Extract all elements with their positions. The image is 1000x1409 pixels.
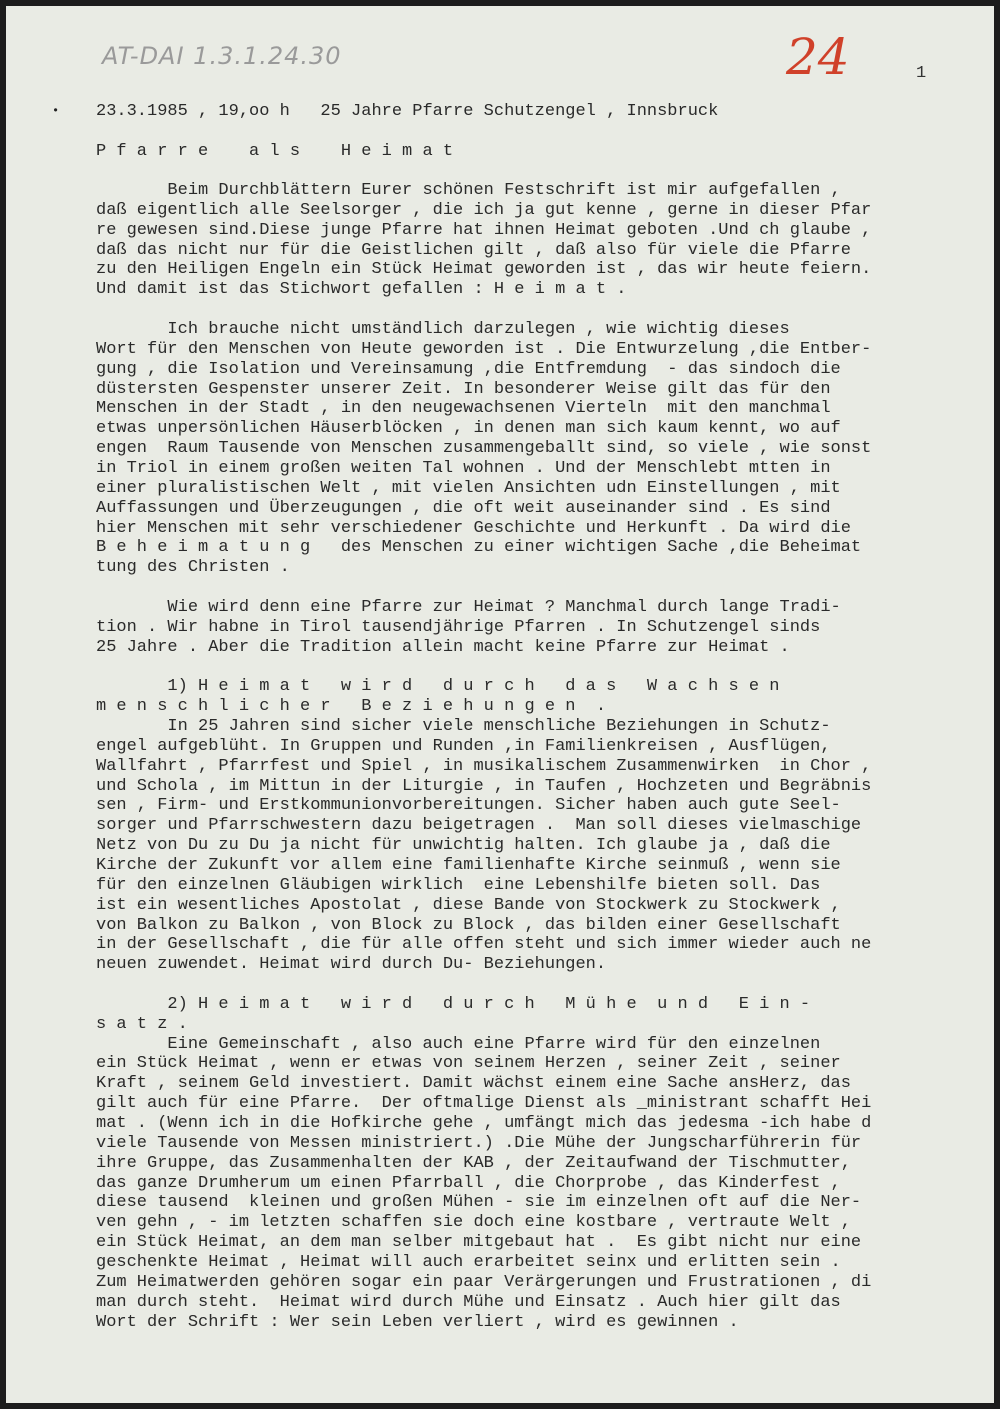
text-line: engel aufgeblüht. In Gruppen und Runden ,in Familienkreisen , Ausflügen, bbox=[96, 736, 831, 756]
text-line: m e n s c h l i c h e r B e z i e h u n g e n . bbox=[96, 697, 607, 717]
text-line: für den einzelnen Gläubigen wirklich eine Lebenshilfe bieten soll. Das bbox=[96, 875, 821, 895]
text-line: ist ein wesentliches Apostolat , diese Bande von Stockwerk zu Stockwerk , bbox=[96, 895, 841, 915]
text-line: sen , Firm- und Erstkommunionvorbereitungen. Sicher haben auch gute Seel- bbox=[96, 796, 841, 816]
document-title: P f a r r e a l s H e i m a t bbox=[96, 142, 454, 161]
text-line: 1) H e i m a t w i r d d u r c h d a s W a c h s e n bbox=[96, 677, 780, 697]
text-line: Auffassungen und Überzeugungen , die oft weit auseinander sind . Es sind bbox=[96, 498, 831, 518]
text-line: tion . Wir habne in Tirol tausendjährige Pfarren . In Schutzengel sinds bbox=[96, 617, 821, 637]
text-line: einer pluralistischen Welt , mit vielen Ansichten udn Einstellungen , mit bbox=[96, 478, 841, 498]
text-line: sorger und Pfarrschwestern dazu beigetragen . Man soll dieses vielmaschige bbox=[96, 816, 862, 836]
text-line: mat . (Wenn ich in die Hofkirche gehe , umfängt mich das jedesma -ich habe d bbox=[96, 1114, 872, 1133]
text-line: geschenkte Heimat , Heimat will auch erarbeitet seinx und erlitten sein . bbox=[96, 1252, 841, 1272]
text-line: daß eigentlich alle Seelsorger , die ich ja gut kenne , gerne in dieser Pfar bbox=[96, 200, 872, 220]
text-line: Wallfahrt , Pfarrfest und Spiel , in musikalischem Zusammenwirken in Chor , bbox=[96, 756, 872, 776]
folio-number: 24 bbox=[786, 28, 850, 86]
text-line: diese tausend kleinen und großen Mühen - sie im einzelnen oft auf die Ner- bbox=[96, 1193, 862, 1213]
text-line: Wort für den Menschen von Heute geworden ist . Die Entwurzelung ,die Entber- bbox=[96, 339, 872, 359]
text-line: 2) H e i m a t w i r d d u r c h M ü h e u n d E i n - bbox=[96, 994, 811, 1014]
text-line: in der Gesellschaft , die für alle offen steht und sich immer wieder auch ne bbox=[96, 935, 872, 955]
bullet-mark: • bbox=[52, 104, 60, 118]
text-line: ven gehn , - im letzten schaffen sie doch eine kostbare , vertraute Welt , bbox=[96, 1213, 851, 1233]
text-line: ein Stück Heimat , wenn er etwas von seinem Herzen , seiner Zeit , seiner bbox=[96, 1054, 841, 1074]
text-line: B e h e i m a t u n g des Menschen zu einer wichtigen Sache ,die Beheimat bbox=[96, 538, 862, 558]
text-line: in Triol in einem großen weiten Tal wohnen . Und der Menschlebt mtten in bbox=[96, 458, 831, 478]
text-line: Beim Durchblättern Eurer schönen Festschrift ist mir aufgefallen , bbox=[96, 181, 841, 200]
document-page bbox=[6, 6, 994, 1403]
text-line: Eine Gemeinschaft , also auch eine Pfarre wird für den einzelnen bbox=[96, 1034, 821, 1054]
text-line: Wie wird denn eine Pfarre zur Heimat ? Manchmal durch lange Tradi- bbox=[96, 597, 841, 617]
page-number: 1 bbox=[916, 64, 927, 83]
text-line: 25 Jahre . Aber die Tradition allein macht keine Pfarre zur Heimat . bbox=[96, 637, 790, 657]
text-line: s a t z . bbox=[96, 1014, 188, 1034]
text-line: man durch steht. Heimat wird durch Mühe und Einsatz . Auch hier gilt das bbox=[96, 1292, 841, 1312]
text-line: Kraft , seinem Geld investiert. Damit wächst einem eine Sache ansHerz, das bbox=[96, 1074, 851, 1094]
text-line: Kirche der Zukunft vor allem eine familienhafte Kirche seinmuß , wenn sie bbox=[96, 855, 841, 875]
text-line: re gewesen sind.Diese junge Pfarre hat ihnen Heimat geboten .Und ch glaube , bbox=[96, 220, 872, 240]
text-line: viele Tausende von Messen ministriert.) .Die Mühe der Jungscharführerin für bbox=[96, 1133, 862, 1153]
text-line: gung , die Isolation und Vereinsamung ,die Entfremdung - das sindoch die bbox=[96, 359, 841, 379]
text-line: ein Stück Heimat, an dem man selber mitgebaut hat . Es gibt nicht nur eine bbox=[96, 1233, 862, 1253]
text-line: zu den Heiligen Engeln ein Stück Heimat geworden ist , das wir heute feiern. bbox=[96, 260, 872, 280]
text-line: gilt auch für eine Pfarre. Der oftmalige Dienst als _ministrant schafft Hei bbox=[96, 1094, 872, 1114]
text-line: Menschen in der Stadt , in den neugewachsenen Vierteln mit den manchmal bbox=[96, 399, 831, 419]
text-line: engen Raum Tausende von Menschen zusammengeballt sind, so viele , wie sonst bbox=[96, 439, 872, 459]
text-line: daß das nicht nur für die Geistlichen gilt , daß also für viele die Pfarre bbox=[96, 240, 851, 260]
text-line: düstersten Gespenster unserer Zeit. In besonderer Weise gilt das für den bbox=[96, 379, 831, 399]
text-line: Zum Heimatwerden gehören sogar ein paar Verärgerungen und Frustrationen , di bbox=[96, 1272, 872, 1292]
text-line: und Schola , im Mittun in der Liturgie , in Taufen , Hochzeten und Begräbnis bbox=[96, 776, 872, 796]
archive-signature: AT-DAI 1.3.1.24.30 bbox=[102, 42, 342, 70]
text-line: ihre Gruppe, das Zusammenhalten der KAB , der Zeitaufwand der Tischmutter, bbox=[96, 1153, 851, 1173]
text-line: hier Menschen mit sehr verschiedener Geschichte und Herkunft . Da wird die bbox=[96, 518, 851, 538]
text-line: In 25 Jahren sind sicher viele menschliche Beziehungen in Schutz- bbox=[96, 717, 831, 736]
text-line: das ganze Drumherum um einen Pfarrball , die Chorprobe , das Kinderfest , bbox=[96, 1173, 841, 1193]
text-line: Ich brauche nicht umständlich darzulegen , wie wichtig dieses bbox=[96, 320, 790, 339]
text-line: tung des Christen . bbox=[96, 558, 290, 578]
text-line: neuen zuwendet. Heimat wird durch Du- Beziehungen. bbox=[96, 955, 607, 975]
text-line: Und damit ist das Stichwort gefallen : H e i m a t . bbox=[96, 280, 627, 300]
header-line: 23.3.1985 , 19,oo h 25 Jahre Pfarre Schutzengel , Innsbruck bbox=[96, 102, 719, 121]
text-line: etwas unpersönlichen Häuserblöcken , in denen man sich kaum kennt, wo auf bbox=[96, 419, 841, 439]
text-line: von Balkon zu Balkon , von Block zu Block , das bilden einer Gesellschaft bbox=[96, 915, 841, 935]
text-line: Netz von Du zu Du ja nicht für unwichtig halten. Ich glaube ja , daß die bbox=[96, 836, 831, 856]
text-line: Wort der Schrift : Wer sein Leben verliert , wird es gewinnen . bbox=[96, 1312, 739, 1332]
